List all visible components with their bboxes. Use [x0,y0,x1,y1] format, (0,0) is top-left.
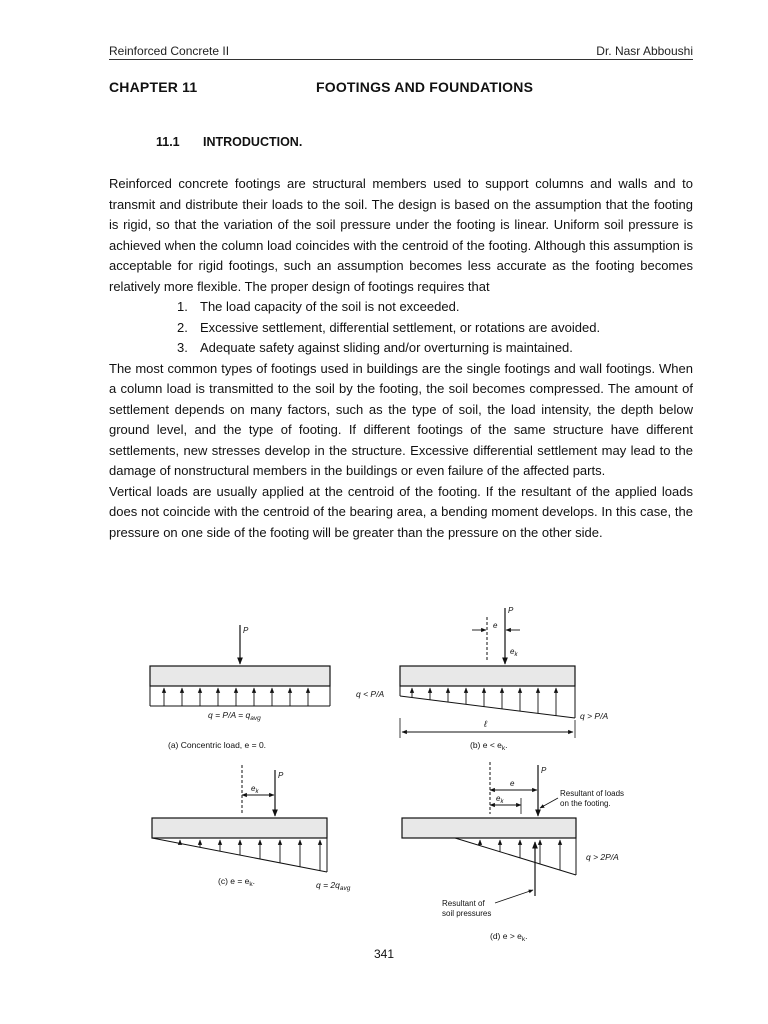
label-load-a: P [243,626,249,635]
label-load-c: P [278,771,284,780]
label-resultant-loads-2: on the footing. [560,799,611,808]
footing-d [402,818,576,838]
footing-a [150,666,330,686]
chapter-title: FOOTINGS AND FOUNDATIONS [316,79,534,95]
page-number: 341 [373,947,395,961]
diagram-d [402,762,624,943]
caption-a: (a) Concentric load, e = 0. [168,740,267,750]
paragraph-2: The most common types of footings used in buildings are the single footings and wall footings. When a column load is transmitted to the soil by the footing, the soil becomes compressed. The amount of settlement depends on many factors, such as the type of soil, the load intensity, the depth below ground level, and the type of footing. If different footings of the same structure have different settlements, new stresses develop in the structure. Excessive differential settlement may lead to the damage of nonstructural members in the buildings or even failure of the affected parts. [109,360,693,478]
label-qmin-b: q < P/A [356,689,385,699]
section-number: 11.1 [156,135,180,149]
label-e-b: e [493,621,498,630]
running-header-right: Dr. Nasr Abboushi [596,44,693,58]
label-pressure-a: $q = P/A = q_{avg}$ [208,710,261,722]
requirements-list [109,297,693,359]
diagram-a [150,625,330,750]
label-resultant-loads-1: Resultant of loads [560,789,625,798]
label-load-b: P [508,606,514,615]
label-q-d: q > 2P/A [586,852,619,862]
label-ek-d: $e_k$ [496,794,504,805]
label-ek-c: $e_k$ [251,784,259,795]
caption-b: (b) $e < e_k$. [470,740,508,752]
diagram-b [356,606,608,752]
label-ek-b: $e_k$ [510,647,518,658]
label-qmax-b: q > P/A [580,711,609,721]
footing-pressure-figure [140,600,640,945]
section-title: INTRODUCTION. [203,135,303,149]
paragraph-3: Vertical loads are usually applied at the centroid of the footing. If the resultant of the applied loads does not coincide with the centroid of the bearing area, a bending moment develops. In this case, the pressure on one side of the footing will be greater than the pressure on the other side. [109,483,693,540]
label-load-d: P [541,766,547,775]
list-item: 1. The load capacity of the soil is not exceeded. [177,299,460,314]
header-rule [109,59,693,60]
footing-b [400,666,575,686]
footing-c [152,818,327,838]
label-e-d: e [510,779,515,788]
label-q-c: $q = 2q_{avg}$ [316,880,351,892]
label-resultant-soil-1: Resultant of [442,899,485,908]
list-item: 2. Excessive settlement, differential settlement, or rotations are avoided. [177,319,601,335]
list-item: 3. Adequate safety against sliding and/or overturning is maintained. [177,340,573,355]
caption-d: (d) $e > e_k$. [490,931,528,943]
caption-c: (c) $e = e_k$. [218,876,256,888]
label-resultant-soil-2: soil pressures [442,909,492,918]
diagram-c [152,765,351,892]
label-length-b: ℓ [484,719,487,729]
running-header-left: Reinforced Concrete II [109,44,230,58]
chapter-label: CHAPTER 11 [109,79,198,95]
body-text [109,174,693,543]
paragraph-1: Reinforced concrete footings are structural members used to support columns and walls and to transmit and distribute their loads to the soil. The design is based on the assumption that the footing is rigid, so that the variation of the soil pressure under the footing is linear. Uniform soil pressure is achieved when the column load coincides with the centroid of the footing. Although this assumption is acceptable for rigid footings, such an assumption becomes less accurate as the footing becomes relatively more flexible. The proper design of footings requires that [109,176,693,294]
